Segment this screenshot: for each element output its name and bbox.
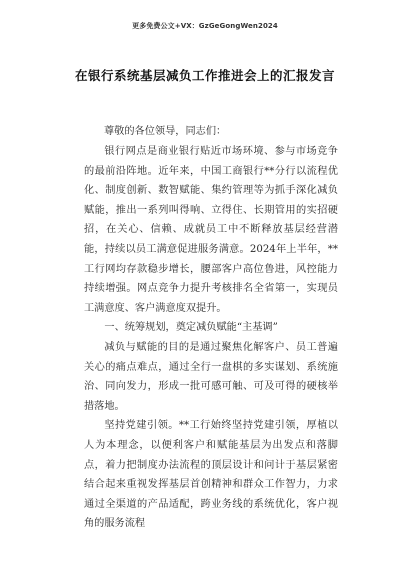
paragraph-intro: 银行网点是商业银行贴近市场环境、参与市场竞争的最前沿阵地。近年来，中国工商银行**分行以流程优化、制度创新、数智赋能、集约管理等为抓手深化减负赋能，推出一系列叫得响、立得住、长期管用的实招硬招，在关心、信赖、成就员工中不断释放基层经营潜能，持续以员工满意促进服务满意。2024年上半年，**工行网均存款稳步增长，腰部客户高位鲁进，风控能力持续增强。网点竞争力提升考核排名全省第一，实现员工满意度、客户满意度双提升。	[84, 146, 338, 314]
salutation: 尊敬的各位领导，同志们：	[104, 126, 227, 137]
section-heading: 一、统筹规划，奠定减负赋能“主基调”	[104, 322, 278, 334]
paragraph-party-leadership: 坚持党建引领。**工行始终坚持党建引领，厚植以人为本理念，以便利客户和赋能基层为出发点和落脚点，着力把制度办法流程的顶层设计和问计于基层紧密结合起来重视发挥基层首创精神和群众工作智力，力求通过全渠道的产品适配，跨业务线的系统优化，客户视角的服务流程	[84, 420, 338, 530]
header-note: 更多免费公文+VX：GzGeGongWen2024	[132, 22, 278, 30]
paragraph-purpose: 减负与赋能的目的是通过聚焦化解客户、员工普遍关心的痛点难点，通过全行一盘棋的多实谋划、系统施治、同向发力，形成一批可感可触、可及可得的硬核举措落地。	[84, 341, 338, 412]
document-title: 在银行系统基层减负工作推进会上的汇报发言	[74, 68, 335, 83]
document-body	[84, 142, 338, 534]
